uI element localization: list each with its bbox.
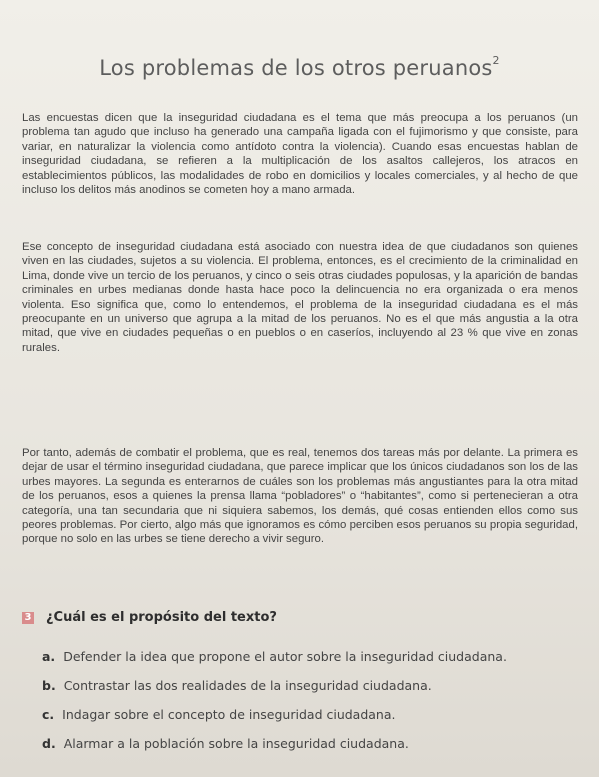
option-letter: d.: [42, 736, 56, 751]
paragraph-2: Ese concepto de inseguridad ciudadana está asociado con nuestra idea de que ciudadanos son quienes viven en las ciudades, sujetos a su violencia. El problema, entonces, es el crecimiento de la criminalidad en Lima, donde vive un tercio de los peruanos, y cinco o seis otras ciudades populosas, y la aparición de bandas criminales en urbes medianas donde hasta hace poco la delincuencia no era organizada o era menos violenta. Eso significa que, como lo entendemos, el problema de la inseguridad ciudadana es el más preocupante en un universo que agrupa a la mitad de los peruanos. No es el que más angustia a la otra mitad, que vive en ciudades pequeñas o en pueblos o en caseríos, incluyendo al 23 % que vive en zonas rurales.: [22, 241, 578, 354]
option-letter: c.: [42, 707, 55, 722]
title-text: Los problemas de los otros peruanos: [99, 56, 493, 80]
answer-options: [42, 648, 582, 764]
title-footnote-marker: 2: [492, 54, 500, 67]
paragraph-1: Las encuestas dicen que la inseguridad ciudadana es el tema que más preocupa a los peruanos (un problema tan agudo que incluso ha generado una campaña ligada con el fujimorismo y que consiste, para variar, en naturalizar la violencia como antídoto contra la violencia). Cuando esas encuestas hablan de inseguridad ciudadana, se refieren a la multiplicación de los asaltos callejeros, los atracos en establecimientos públicos, las modalidades de robo en domicilios y locales comerciales, y al hecho de que incluso los delitos más anodinos se cometen hoy a mano armada.: [22, 112, 578, 197]
option-b[interactable]: [42, 677, 582, 706]
option-a[interactable]: [42, 648, 582, 677]
option-text: Contrastar las dos realidades de la inseguridad ciudadana.: [63, 678, 432, 693]
option-d[interactable]: [42, 735, 582, 764]
question-text: ¿Cuál es el propósito del texto?: [46, 610, 277, 625]
option-c[interactable]: [42, 706, 582, 735]
option-letter: b.: [42, 678, 56, 693]
option-text: Defender la idea que propone el autor sobre la inseguridad ciudadana.: [63, 649, 507, 664]
option-text: Alarmar a la población sobre la inseguridad ciudadana.: [63, 736, 409, 751]
page-title: [0, 56, 599, 80]
option-letter: a.: [42, 649, 56, 664]
question: [22, 610, 578, 625]
option-text: Indagar sobre el concepto de inseguridad ciudadana.: [62, 707, 396, 722]
paragraph-3: Por tanto, además de combatir el problema, que es real, tenemos dos tareas más por delante. La primera es dejar de usar el término inseguridad ciudadana, que parece implicar que los únicos ciudadanos son los de las urbes mayores. La segunda es enterarnos de cuáles son los problemas más angustiantes para la otra mitad de los peruanos, esos a quienes la prensa llama “pobladores” o “habitantes”, como si pertenecieran a otra categoría, una tan secundaria que ni siquiera sabemos, los demás, qué cosas entienden ellos como sus peores problemas. Por cierto, algo más que ignoramos es cómo perciben esos peruanos su propia seguridad, porque no solo en las urbes se tiene derecho a vivir seguro.: [22, 447, 578, 546]
question-number-badge: 3: [22, 612, 34, 624]
